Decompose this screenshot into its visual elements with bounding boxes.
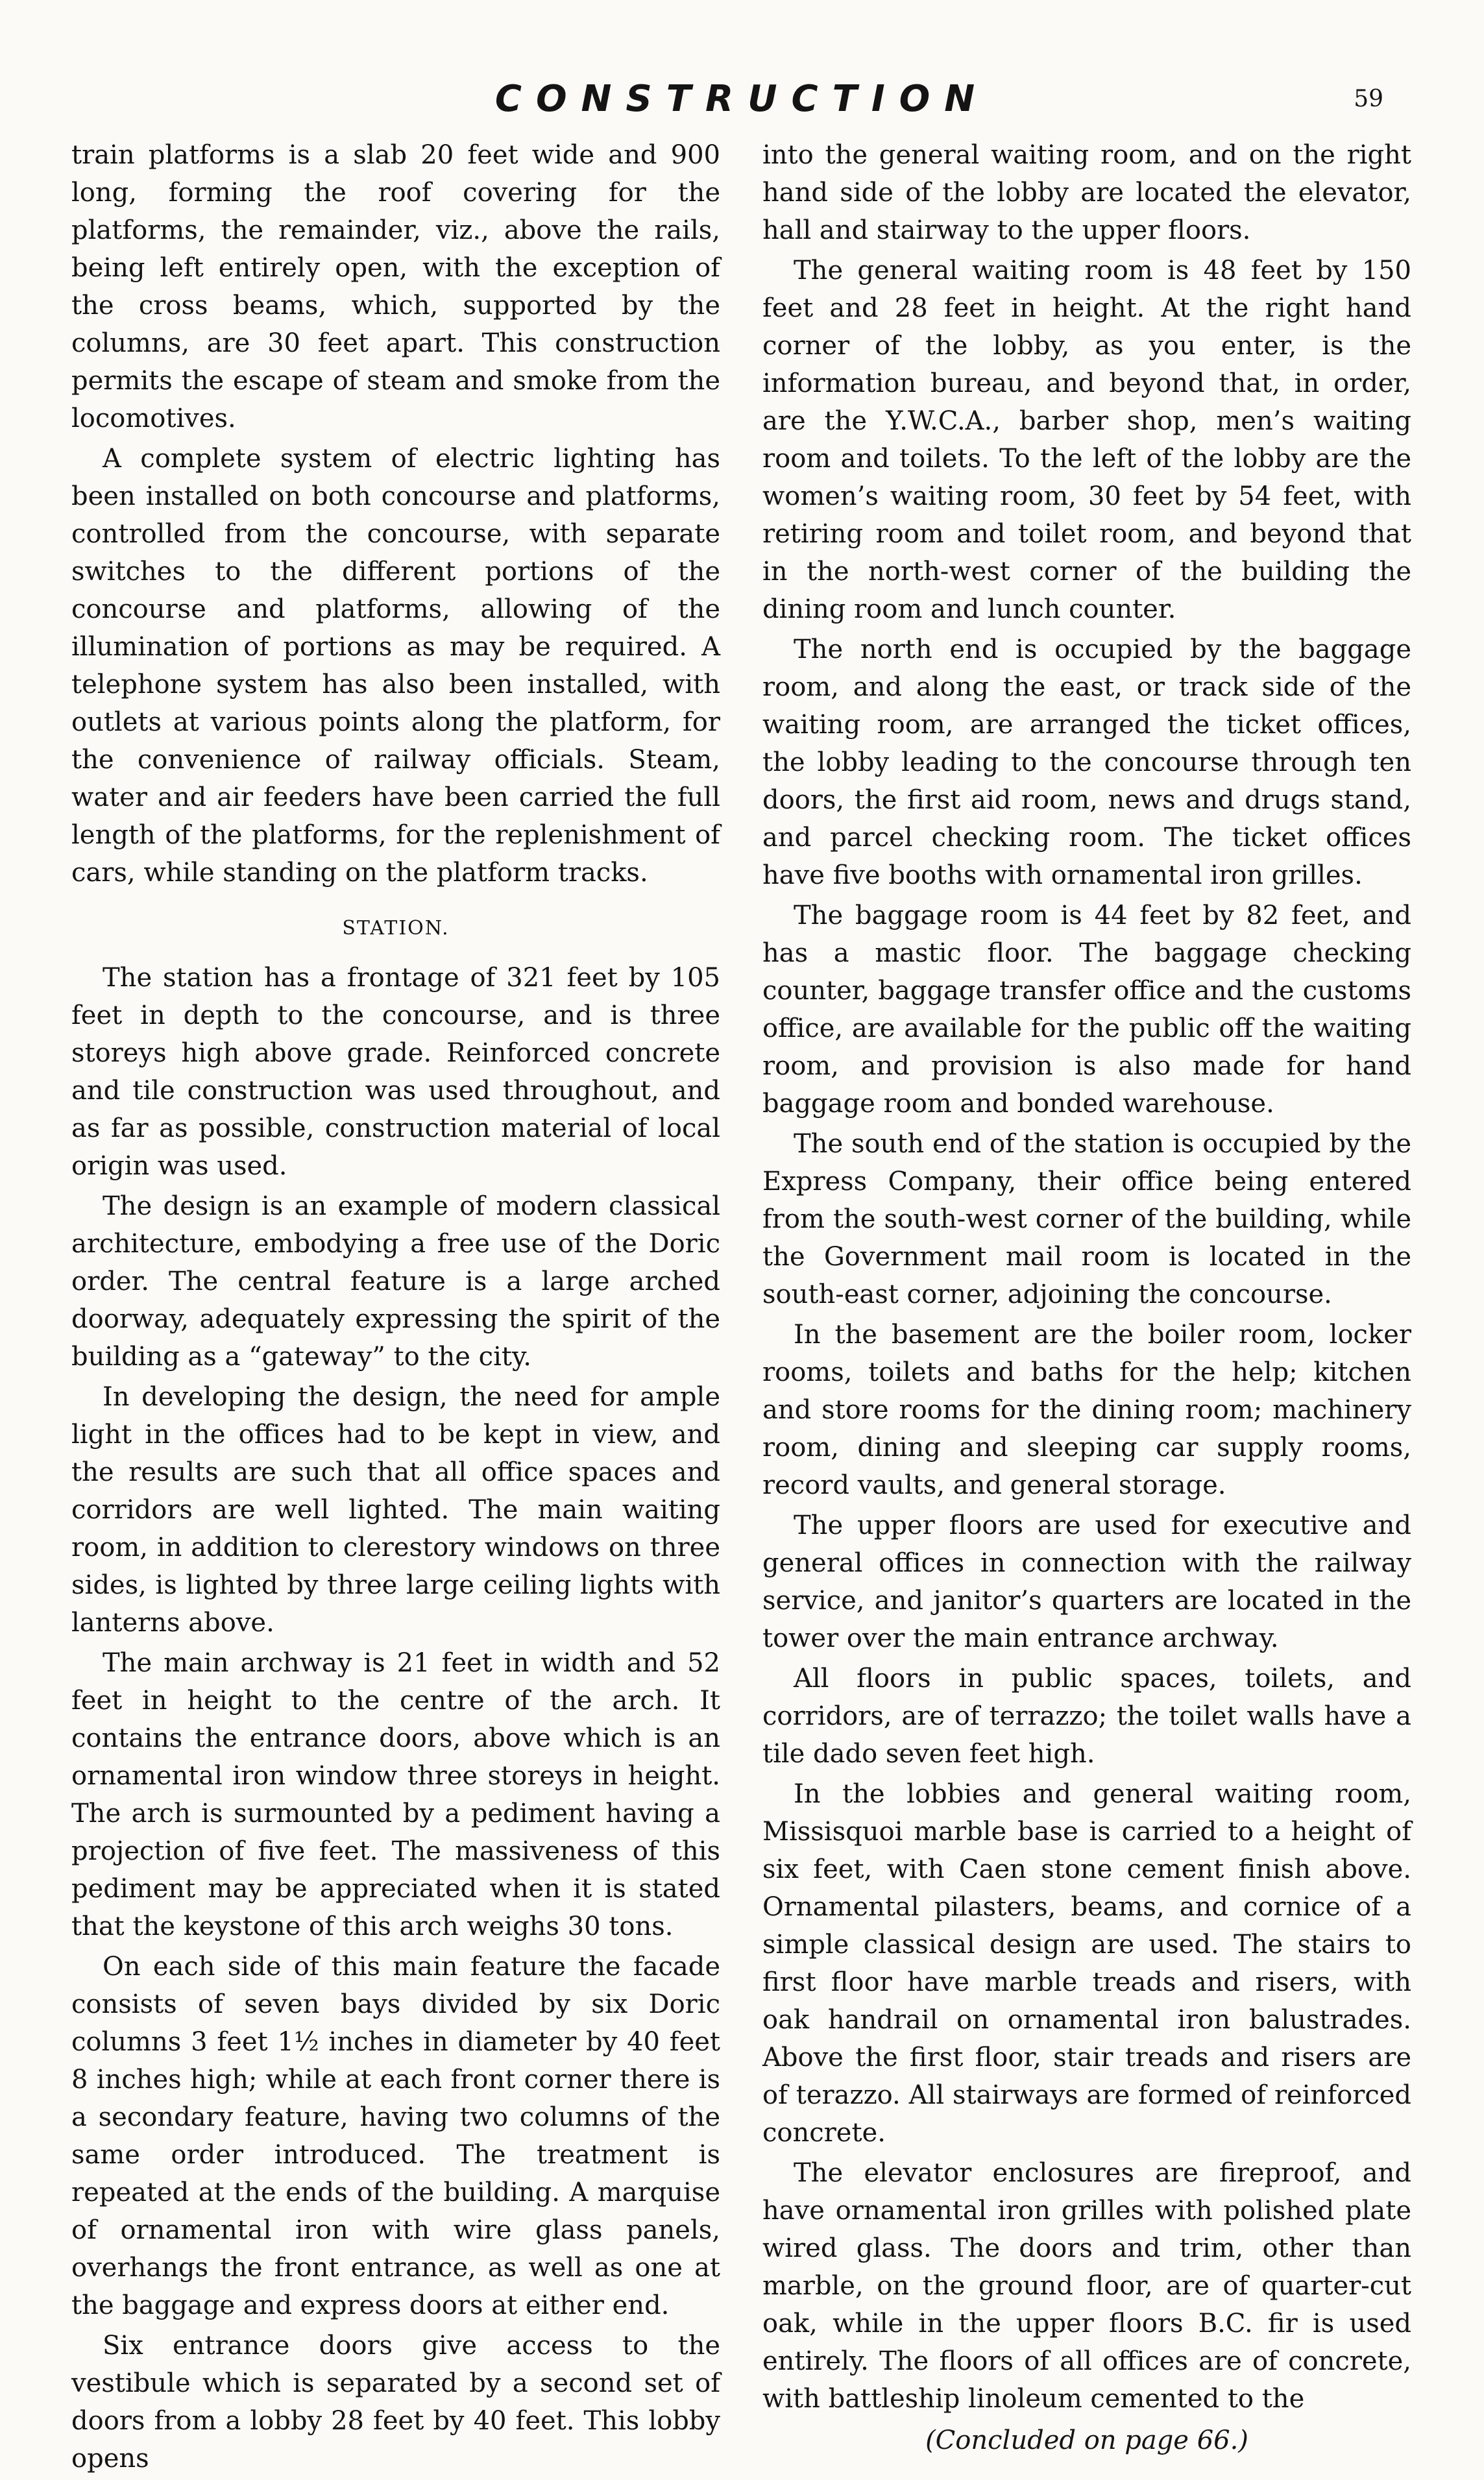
paragraph: In the lobbies and general waiting room, Missisquoi marble base is carried to a height of six feet, with Caen stone cement finish above. Ornamental pilasters, beams, and cornice of a simple classical design are used. The stairs to first floor have marble treads and risers, with oak handrail on ornamental iron balustrades. Above the first floor, stair treads and risers are of terazzo. All stairways are formed of reinforced concrete. [762,1779,1411,2148]
left-column [71,136,720,2480]
paragraph: The general waiting room is 48 feet by 150 feet and 28 feet in height. At the right hand corner of the lobby, as you enter, is the information bureau, and beyond that, in order, are the Y.W.C.A., barber shop, men’s waiting room and toilets. To the left of the lobby are the women’s waiting room, 30 feet by 54 feet, with retiring room and toilet room, and beyond that in the north-west corner of the building the dining room and lunch counter. [762,256,1411,624]
paragraph: Six entrance doors give access to the vestibule which is separated by a second set of doors from a lobby 28 feet by 40 feet. This lobby opens [71,2331,720,2474]
page-number: 59 [1354,86,1383,112]
paragraph: The station has a frontage of 321 feet by 105 feet in depth to the concourse, and is three storeys high above grade. Reinforced concrete and tile construction was used throughout, and as far as possible, construction material of local origin was used. [71,963,720,1181]
paragraph: train platforms is a slab 20 feet wide and 900 long, forming the roof covering for the platforms, the remainder, viz., above the rails, being left entirely open, with the exception of the cross beams, which, supported by the columns, are 30 feet apart. This construction permits the escape of steam and smoke from the locomotives. [71,140,720,433]
paragraph: The north end is occupied by the baggage room, and along the east, or track side of the waiting room, are arranged the ticket offices, the lobby leading to the concourse through ten doors, the first aid room, news and drugs stand, and parcel checking room. The ticket offices have five booths with ornamental iron grilles. [762,635,1411,890]
paragraph: The baggage room is 44 feet by 82 feet, and has a mastic floor. The baggage checking counter, baggage transfer office and the customs office, are available for the public off the waiting room, and provision is also made for hand baggage room and bonded warehouse. [762,901,1411,1119]
paragraph: All floors in public spaces, toilets, and corridors, are of terrazzo; the toilet walls have a tile dado seven feet high. [762,1664,1411,1769]
paragraph: On each side of this main feature the facade consists of seven bays divided by six Doric columns 3 feet 1½ inches in diameter by 40 feet 8 inches high; while at each front corner there is a secondary feature, having two columns of the same order introduced. The treatment is repeated at the ends of the building. A marquise of ornamental iron with wire glass panels, overhangs the front entrance, as well as one at the baggage and express doors at either end. [71,1952,720,2320]
paragraph: into the general waiting room, and on the right hand side of the lobby are located the elevator, hall and stairway to the upper floors. [762,140,1411,245]
continued-note: (Concluded on page 66.) [925,2425,1248,2455]
right-column [762,136,1411,2459]
paragraph: The upper floors are used for executive and general offices in connection with the railway service, and janitor’s quarters are located in the tower over the main entrance archway. [762,1511,1411,1653]
paragraph: The main archway is 21 feet in width and 52 feet in height to the centre of the arch. It contains the entrance doors, above which is an ornamental iron window three storeys in height. The arch is surmounted by a pediment having a projection of five feet. The massiveness of this pediment may be appreciated when it is stated that the keystone of this arch weighs 30 tons. [71,1648,720,1941]
paragraph: The design is an example of modern classical architecture, embodying a free use of the Doric order. The central feature is a large arched doorway, adequately expressing the spirit of the building as a “gateway” to the city. [71,1191,720,1372]
journal-title: CONSTRUCTION [494,78,990,120]
paragraph: In the basement are the boiler room, locker rooms, toilets and baths for the help; kitchen and store rooms for the dining room; machinery room, dining and sleeping car supply rooms, record vaults, and general storage. [762,1320,1411,1500]
page-header [0,78,1484,143]
paragraph: In developing the design, the need for ample light in the offices had to be kept in view, and the results are such that all office spaces and corridors are well lighted. The main waiting room, in addition to clerestory windows on three sides, is lighted by three large ceiling lights with lanterns above. [71,1382,720,1638]
paragraph: The elevator enclosures are fireproof, and have ornamental iron grilles with polished plate wired glass. The doors and trim, other than marble, on the ground floor, are of quarter-cut oak, while in the upper floors B.C. fir is used entirely. The floors of all offices are of concrete, with battleship linoleum cemented to the [762,2158,1411,2414]
section-heading: STATION. [342,917,450,940]
paragraph: The south end of the station is occupied by the Express Company, their office being entered from the south-west corner of the building, while the Government mail room is located in the south-east corner, adjoining the concourse. [762,1129,1411,1309]
paragraph: A complete system of electric lighting has been installed on both concourse and platforms, controlled from the concourse, with separate switches to the different portions of the concourse and platforms, allowing of the illumination of portions as may be required. A telephone system has also been installed, with outlets at various points along the platform, for the convenience of railway officials. Steam, water and air feeders have been carried the full length of the platforms, for the replenishment of cars, while standing on the platform tracks. [71,444,720,888]
